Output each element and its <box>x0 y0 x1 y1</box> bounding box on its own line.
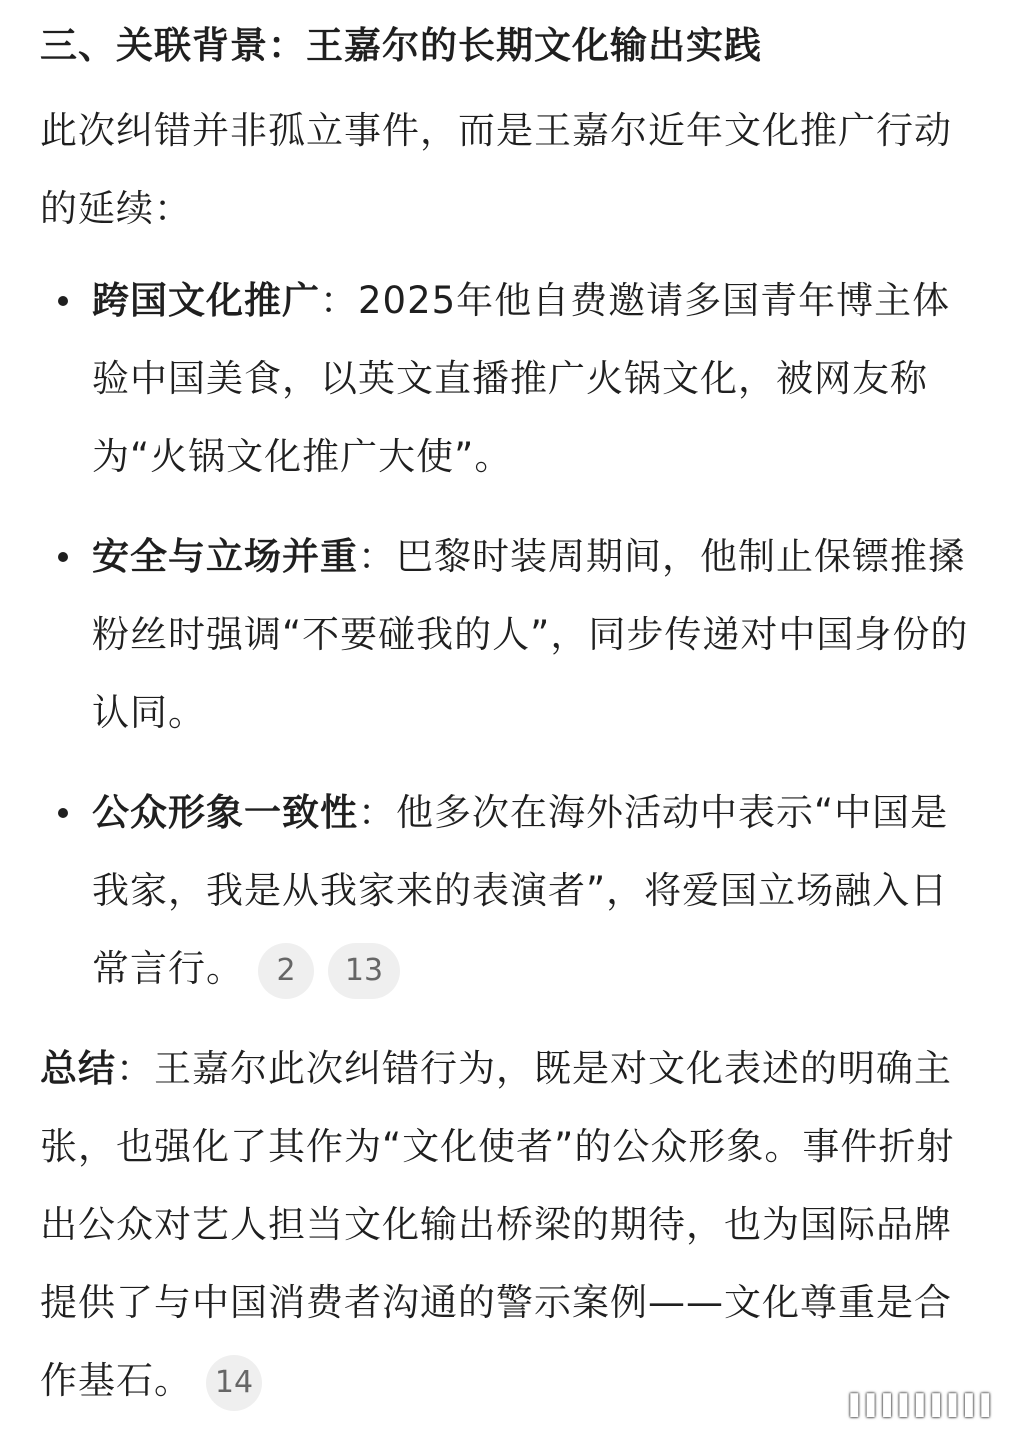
list-item <box>40 262 985 496</box>
bullet-dot-icon <box>58 808 68 818</box>
summary-label: 总结 <box>40 1047 116 1090</box>
summary-text: 王嘉尔此次纠错行为，既是对文化表述的明确主张，也强化了其作为“文化使者”的公众形象。事件折射出公众对艺人担当文化输出桥梁的期待，也为国际品牌提供了与中国消费者沟通的警示案例——文化尊重是合作基石。 <box>40 1047 955 1402</box>
bullet-dot-icon <box>58 296 68 306</box>
bullet-label: 公众形象一致性 <box>92 791 358 834</box>
bullet-separator: ： <box>320 279 358 322</box>
bullet-label: 跨国文化推广 <box>92 279 320 322</box>
list-item <box>40 774 985 1008</box>
bullet-separator: ： <box>358 791 396 834</box>
bullet-label: 安全与立场并重 <box>92 535 358 578</box>
bullet-text: 巴黎时装周期间，他制止保镖推搡粉丝时强调“不要碰我的人”，同步传递对中国身份的认同。 <box>92 535 969 734</box>
bullet-separator: ： <box>358 535 396 578</box>
summary-paragraph <box>40 1030 985 1420</box>
citation-badge[interactable]: 13 <box>328 943 400 999</box>
section-heading: 三、关联背景：王嘉尔的长期文化输出实践 <box>40 24 762 67</box>
bullet-dot-icon <box>58 552 68 562</box>
summary-separator: ： <box>116 1047 154 1090</box>
article-content <box>40 18 985 1420</box>
citation-badge[interactable]: 14 <box>206 1355 262 1411</box>
list-item <box>40 518 985 752</box>
bullet-text: 他多次在海外活动中表示“中国是我家，我是从我家来的表演者”，将爱国立场融入日常言行。 <box>92 791 949 990</box>
watermark-logo: ▌▌▌▌▌▌▌▌▌ <box>850 1393 998 1417</box>
citation-badge[interactable]: 2 <box>258 943 314 999</box>
bullet-text: 2025年他自费邀请多国青年博主体验中国美食，以英文直播推广火锅文化，被网友称为“火锅文化推广大使”。 <box>92 279 951 478</box>
intro-paragraph: 此次纠错并非孤立事件，而是王嘉尔近年文化推广行动的延续： <box>40 109 952 230</box>
bullet-list <box>40 262 985 1008</box>
